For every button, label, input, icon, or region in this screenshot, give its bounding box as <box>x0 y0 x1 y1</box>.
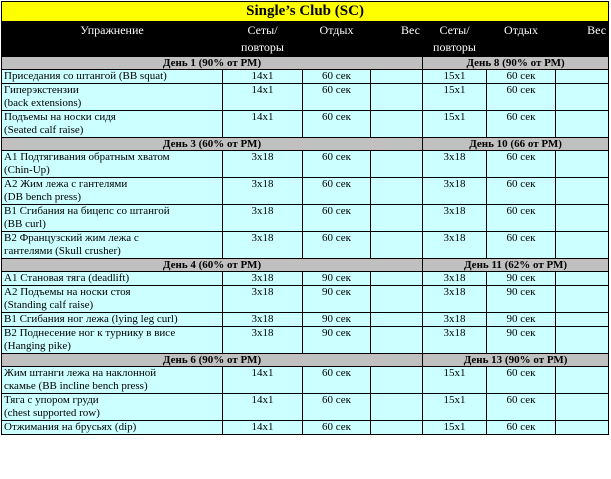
rest-time: 60 сек <box>303 111 371 138</box>
table-row <box>2 178 609 205</box>
rest-time-b: 90 сек <box>487 286 556 313</box>
header-weight-b: Вес <box>556 22 609 57</box>
weight-cell-b <box>556 286 609 313</box>
sets-reps: 3x18 <box>223 272 303 286</box>
weight-cell-b <box>556 111 609 138</box>
rest-time: 60 сек <box>303 205 371 232</box>
sets-reps-b: 3x18 <box>423 178 487 205</box>
weight-cell <box>371 327 423 354</box>
table-title: Single’s Club (SC) <box>2 2 609 22</box>
rest-time-b: 60 сек <box>487 394 556 421</box>
exercise-name: А2 Жим лежа с гантелями (DB bench press) <box>2 178 223 205</box>
weight-cell-b <box>556 151 609 178</box>
sets-reps: 3x18 <box>223 327 303 354</box>
header-row <box>2 22 609 57</box>
rest-time: 60 сек <box>303 84 371 111</box>
sets-reps-b: 15x1 <box>423 421 487 435</box>
table-row <box>2 327 609 354</box>
table-row <box>2 313 609 327</box>
day-label: День 6 (90% от РМ) <box>2 354 423 367</box>
rest-time-b: 60 сек <box>487 367 556 394</box>
rest-time: 60 сек <box>303 394 371 421</box>
weight-cell <box>371 151 423 178</box>
weight-cell-b <box>556 367 609 394</box>
weight-cell <box>371 111 423 138</box>
rest-time-b: 90 сек <box>487 327 556 354</box>
header-rest-b: Отдых <box>487 22 556 57</box>
table-row <box>2 70 609 84</box>
sets-reps-b: 15x1 <box>423 70 487 84</box>
header-sets-b: Сеты/ повторы <box>423 22 487 57</box>
day-header-row <box>2 138 609 151</box>
rest-time: 60 сек <box>303 367 371 394</box>
sets-reps-b: 3x18 <box>423 272 487 286</box>
weight-cell-b <box>556 205 609 232</box>
header-weight: Вес <box>371 22 423 57</box>
exercise-name: В2 Поднесение ног к турнику в висе (Hanging pike) <box>2 327 223 354</box>
table-row <box>2 84 609 111</box>
sets-reps-b: 3x18 <box>423 205 487 232</box>
weight-cell <box>371 313 423 327</box>
exercise-name: А1 Подтягивания обратным хватом (Chin-Up) <box>2 151 223 178</box>
day-header-row <box>2 259 609 272</box>
exercise-name: В2 Французский жим лежа с гантелями (Skull crusher) <box>2 232 223 259</box>
sets-reps: 3x18 <box>223 205 303 232</box>
day-label: День 10 (66 от РМ) <box>423 138 609 151</box>
rest-time: 90 сек <box>303 272 371 286</box>
rest-time-b: 60 сек <box>487 70 556 84</box>
sets-reps: 14x1 <box>223 367 303 394</box>
sets-reps-b: 15x1 <box>423 84 487 111</box>
sets-reps-b: 15x1 <box>423 111 487 138</box>
weight-cell <box>371 70 423 84</box>
sets-reps: 3x18 <box>223 232 303 259</box>
sets-reps: 3x18 <box>223 178 303 205</box>
table-row <box>2 421 609 435</box>
weight-cell-b <box>556 84 609 111</box>
weight-cell <box>371 421 423 435</box>
weight-cell-b <box>556 70 609 84</box>
day-header-row <box>2 354 609 367</box>
rest-time-b: 60 сек <box>487 421 556 435</box>
table-row <box>2 286 609 313</box>
sets-reps-b: 15x1 <box>423 367 487 394</box>
day-label: День 4 (60% от РМ) <box>2 259 423 272</box>
rest-time-b: 60 сек <box>487 151 556 178</box>
exercise-name: Подъемы на носки сидя (Seated calf raise) <box>2 111 223 138</box>
sets-reps: 14x1 <box>223 421 303 435</box>
exercise-name: Тяга с упором груди (chest supported row) <box>2 394 223 421</box>
weight-cell-b <box>556 232 609 259</box>
rest-time: 60 сек <box>303 178 371 205</box>
day-label: День 1 (90% от РМ) <box>2 57 423 70</box>
weight-cell-b <box>556 421 609 435</box>
header-exercise: Упражнение <box>2 22 223 57</box>
weight-cell <box>371 367 423 394</box>
exercise-name: В1 Сгибания ног лежа (lying leg curl) <box>2 313 223 327</box>
sets-reps-b: 15x1 <box>423 394 487 421</box>
sets-reps: 3x18 <box>223 286 303 313</box>
sets-reps: 14x1 <box>223 111 303 138</box>
table-row <box>2 151 609 178</box>
exercise-name: А2 Подъемы на носки стоя (Standing calf raise) <box>2 286 223 313</box>
rest-time-b: 90 сек <box>487 272 556 286</box>
weight-cell <box>371 84 423 111</box>
exercise-name: Жим штанги лежа на наклонной скамье (BB incline bench press) <box>2 367 223 394</box>
sets-reps-b: 3x18 <box>423 313 487 327</box>
sets-reps-b: 3x18 <box>423 151 487 178</box>
weight-cell-b <box>556 313 609 327</box>
rest-time: 60 сек <box>303 151 371 178</box>
exercise-name: Гиперэкстензии (back extensions) <box>2 84 223 111</box>
rest-time: 60 сек <box>303 232 371 259</box>
exercise-name: В1 Сгибания на бицепс со штангой (BB curl) <box>2 205 223 232</box>
rest-time-b: 60 сек <box>487 205 556 232</box>
rest-time-b: 90 сек <box>487 313 556 327</box>
weight-cell <box>371 232 423 259</box>
sets-reps: 14x1 <box>223 84 303 111</box>
weight-cell-b <box>556 272 609 286</box>
sets-reps-b: 3x18 <box>423 286 487 313</box>
rest-time-b: 60 сек <box>487 111 556 138</box>
header-rest: Отдых <box>303 22 371 57</box>
day-label: День 3 (60% от РМ) <box>2 138 423 151</box>
sets-reps: 14x1 <box>223 70 303 84</box>
table-row <box>2 367 609 394</box>
day-label: День 8 (90% от РМ) <box>423 57 609 70</box>
day-label: День 11 (62% от РМ) <box>423 259 609 272</box>
sets-reps-b: 3x18 <box>423 232 487 259</box>
rest-time-b: 60 сек <box>487 178 556 205</box>
rest-time-b: 60 сек <box>487 84 556 111</box>
weight-cell <box>371 178 423 205</box>
table-row <box>2 394 609 421</box>
rest-time: 90 сек <box>303 313 371 327</box>
table-row <box>2 232 609 259</box>
exercise-name: Приседания со штангой (BB squat) <box>2 70 223 84</box>
sets-reps: 3x18 <box>223 313 303 327</box>
rest-time: 60 сек <box>303 70 371 84</box>
workout-table <box>1 1 609 435</box>
sets-reps: 14x1 <box>223 394 303 421</box>
weight-cell-b <box>556 178 609 205</box>
weight-cell <box>371 394 423 421</box>
sets-reps-b: 3x18 <box>423 327 487 354</box>
table-row <box>2 205 609 232</box>
table-row <box>2 272 609 286</box>
weight-cell <box>371 272 423 286</box>
header-sets: Сеты/ повторы <box>223 22 303 57</box>
rest-time: 90 сек <box>303 286 371 313</box>
weight-cell-b <box>556 394 609 421</box>
exercise-name: Отжимания на брусьях (dip) <box>2 421 223 435</box>
day-header-row <box>2 57 609 70</box>
rest-time: 60 сек <box>303 421 371 435</box>
rest-time-b: 60 сек <box>487 232 556 259</box>
exercise-name: А1 Становая тяга (deadlift) <box>2 272 223 286</box>
weight-cell <box>371 286 423 313</box>
weight-cell <box>371 205 423 232</box>
rest-time: 90 сек <box>303 327 371 354</box>
weight-cell-b <box>556 327 609 354</box>
day-label: День 13 (90% от РМ) <box>423 354 609 367</box>
sets-reps: 3x18 <box>223 151 303 178</box>
table-row <box>2 111 609 138</box>
